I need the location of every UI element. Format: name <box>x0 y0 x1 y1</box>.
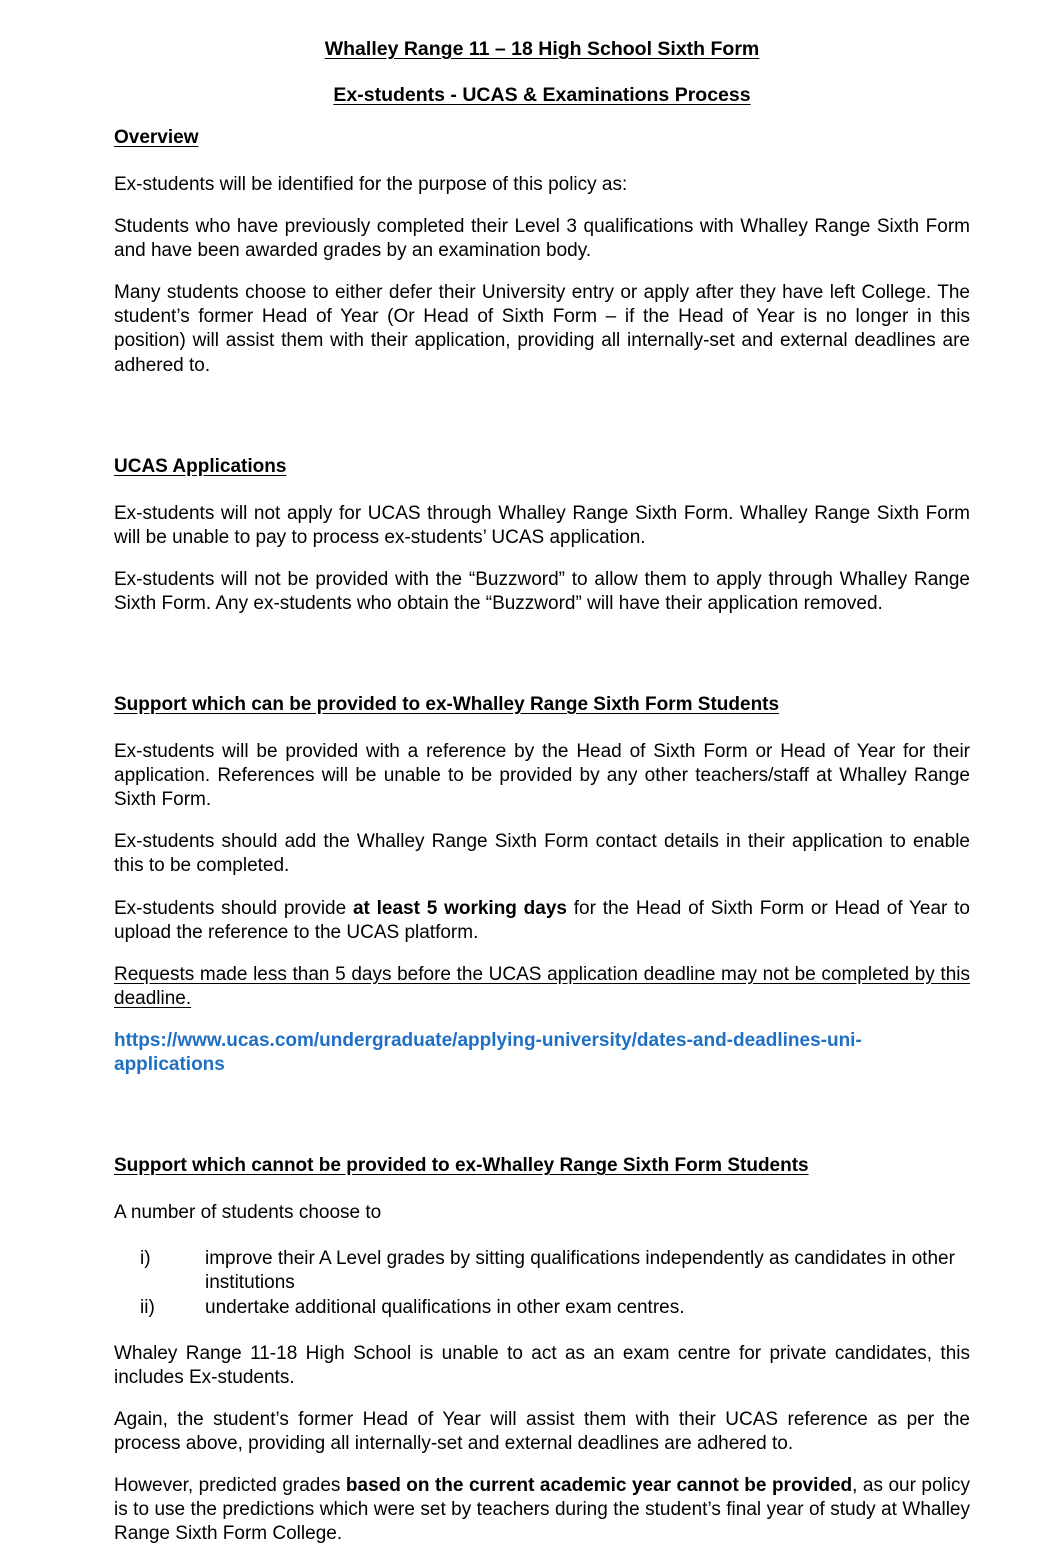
spacer <box>114 616 970 694</box>
spacer <box>114 1077 970 1155</box>
document-title-line-2 <box>114 83 970 106</box>
heading-support-cannot-be-provided-text: Support which cannot be provided to ex-Whalley Range Sixth Form Students <box>114 1155 809 1177</box>
overview-paragraph-3: Many students choose to either defer their University entry or apply after they have left College. The student’s former Head of Year (Or Head of Sixth Form – if the Head of Year is no longer in this position) will assist them with their application, providing all internally-set and external deadlines are adhered to. <box>114 282 970 376</box>
spacer <box>114 1177 970 1201</box>
support-can-paragraph-3-part-2: for the Head of Sixth Form or Head of Year to upload the reference to the UCAS platform. <box>114 897 970 943</box>
list-item-marker: ii) <box>140 1296 155 1318</box>
heading-support-can-be-provided-text: Support which can be provided to ex-Whalley Range Sixth Form Students <box>114 694 780 716</box>
support-can-paragraph-1: Ex-students will be provided with a reference by the Head of Sixth Form or Head of Year for their application. References will be unable to be provided by any other teachers/staff at Whalley Range Sixth Form. <box>114 740 970 811</box>
list-item-text: undertake additional qualifications in other exam centres. <box>205 1296 685 1318</box>
support-cannot-paragraph-1: A number of students choose to <box>114 1202 382 1224</box>
support-can-deadline-notice <box>114 963 970 1011</box>
heading-overview <box>114 127 970 149</box>
spacer <box>114 378 970 456</box>
ucas-deadlines-link-paragraph <box>114 1029 970 1077</box>
support-cannot-paragraph-4-bold: based on the current academic year cannot be provided <box>345 1475 853 1497</box>
spacer <box>114 263 970 281</box>
support-cannot-paragraph-4-part-1: However, predicted grades <box>114 1475 346 1497</box>
spacer <box>114 197 970 215</box>
support-cannot-paragraph-4-part-2: , as our policy is to use the predictions which were set by teachers during the student’s final year of study at Whalley Range Sixth Form College. <box>114 1475 970 1545</box>
spacer <box>114 1011 970 1029</box>
spacer <box>114 1225 970 1247</box>
heading-ucas-applications <box>114 456 970 478</box>
support-cannot-list <box>114 1247 970 1319</box>
support-can-paragraph-3-bold: at least 5 working days <box>352 897 567 919</box>
list-item <box>114 1296 970 1320</box>
support-can-paragraph-3 <box>114 897 970 945</box>
heading-ucas-applications-text: UCAS Applications <box>114 455 287 477</box>
support-cannot-paragraph-4 <box>114 1474 970 1546</box>
document-title-line-1-text: Whalley Range 11 – 18 High School Sixth Form <box>324 38 760 60</box>
spacer <box>114 1390 970 1408</box>
spacer <box>114 478 970 502</box>
document-title-line-2-text: Ex-students - UCAS & Examinations Process <box>333 83 751 106</box>
heading-overview-text: Overview <box>114 127 199 148</box>
support-cannot-paragraph-2: Whaley Range 11-18 High School is unable to act as an exam centre for private candidates, this includes Ex-students. <box>114 1342 970 1388</box>
ucas-applications-paragraph-1: Ex-students will not apply for UCAS through Whalley Range Sixth Form. Whalley Range Sixth Form will be unable to pay to process ex-students’ UCAS application. <box>114 502 970 548</box>
ucas-applications-paragraph-2: Ex-students will not be provided with the “Buzzword” to allow them to apply through Whalley Range Sixth Form. Any ex-students who obtain the “Buzzword” will have their application removed. <box>114 568 970 614</box>
list-item-text: improve their A Level grades by sitting qualifications independently as candidates in other institutions <box>205 1248 955 1294</box>
support-can-deadline-notice-text: Requests made less than 5 days before the UCAS application deadline may not be completed by this deadline. <box>114 963 970 1009</box>
support-cannot-paragraph-3: Again, the student’s former Head of Year will assist them with their UCAS reference as per the process above, providing all internally-set and external deadlines are adhered to. <box>114 1408 970 1454</box>
spacer <box>114 105 970 127</box>
overview-paragraph-1: Ex-students will be identified for the purpose of this policy as: <box>114 173 628 195</box>
spacer <box>114 1320 970 1342</box>
spacer <box>114 716 970 740</box>
spacer <box>114 550 970 568</box>
list-item-marker: i) <box>140 1248 151 1270</box>
heading-support-can-be-provided <box>114 694 970 716</box>
spacer <box>114 945 970 963</box>
list-item <box>114 1247 970 1295</box>
ucas-deadlines-link[interactable]: https://www.ucas.com/undergraduate/applying-university/dates-and-deadlines-uni-applications <box>114 1030 862 1076</box>
spacer <box>114 1456 970 1474</box>
support-can-paragraph-2: Ex-students should add the Whalley Range Sixth Form contact details in their application to enable this to be completed. <box>114 831 970 877</box>
document-title-line-1 <box>114 40 970 60</box>
overview-paragraph-2: Students who have previously completed their Level 3 qualifications with Whalley Range Sixth Form and have been awarded grades by an examination body. <box>114 215 970 262</box>
spacer <box>114 149 970 173</box>
spacer <box>114 812 970 830</box>
spacer <box>114 879 970 897</box>
heading-support-cannot-be-provided <box>114 1155 970 1177</box>
support-can-paragraph-3-part-1: Ex-students should provide <box>114 897 353 919</box>
